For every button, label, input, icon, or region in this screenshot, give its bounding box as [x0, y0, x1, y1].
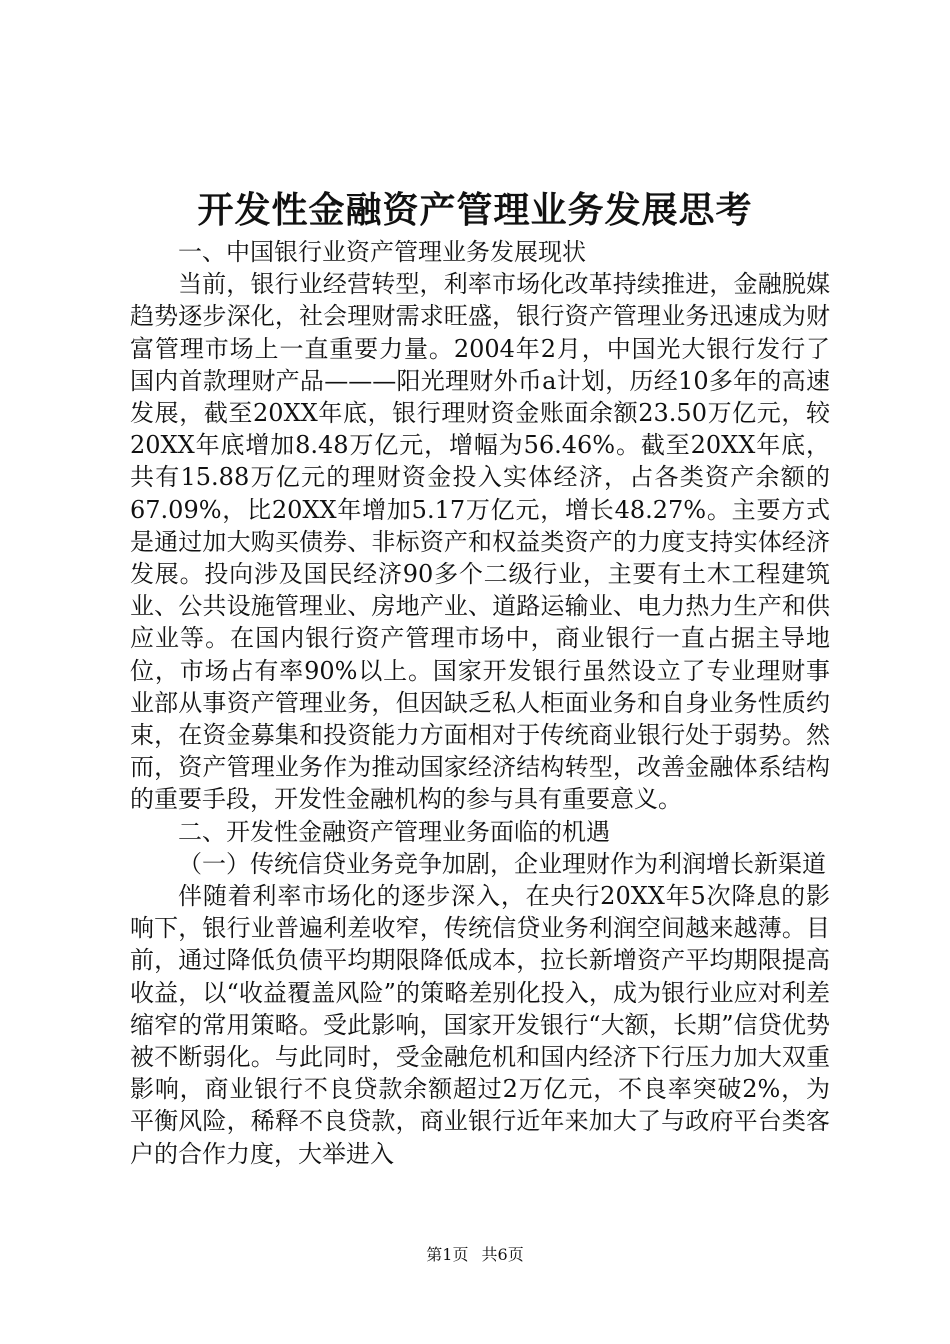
- subsection-heading-1: （一）传统信贷业务竞争加剧，企业理财作为利润增长新渠道: [178, 849, 826, 878]
- page-total: 共6页: [481, 1245, 524, 1264]
- page-title: 开发性金融资产管理业务发展思考: [197, 189, 753, 231]
- paragraph-2: 伴随着利率市场化的逐步深入，在央行20XX年5次降息的影响下，银行业普遍利差收窄，传统信贷业务利润空间越来越薄。目前，通过降低负债平均期限降低成本，拉长新增资产平均期限提高收益，以“收益覆盖风险”的策略差别化投入，成为银行业应对利差缩窄的常用策略。受此影响，国家开发银行“大额，长期”信贷优势被不断弱化。与此同时，受金融危机和国内经济下行压力加大双重影响，商业银行不良贷款余额超过2万亿元，不良率突破2%，为平衡风险，稀释不良贷款，商业银行近年来加大了与政府平台类客户的合作力度，大举进入: [130, 882, 830, 1168]
- section-heading-1: 一、中国银行业资产管理业务发展现状: [178, 238, 586, 266]
- page-number: 第1页: [426, 1245, 469, 1264]
- document-body: [130, 236, 830, 1170]
- paragraph-1: 当前，银行业经营转型，利率市场化改革持续推进，金融脱媒趋势逐步深化，社会理财需求旺盛，银行资产管理业务迅速成为财富管理市场上一直重要力量。2004年2月，中国光大银行发行了国内首款理财产品———阳光理财外币a计划，历经10多年的高速发展，截至20XX年底，银行理财资金账面余额23.50万亿元，较20XX年底增加8.48万亿元，增幅为56.46%。截至20XX年底，共有15.88万亿元的理财资金投入实体经济，占各类资产余额的67.09%，比20XX年增加5.17万亿元，增长48.27%。主要方式是通过加大购买债券、非标资产和权益类资产的力度支持实体经济发展。投向涉及国民经济90多个二级行业，主要有土木工程建筑业、公共设施管理业、房地产业、道路运输业、电力热力生产和供应业等。在国内银行资产管理市场中，商业银行一直占据主导地位，市场占有率90%以上。国家开发银行虽然设立了专业理财事业部从事资产管理业务，但因缺乏私人柜面业务和自身业务性质约束，在资金募集和投资能力方面相对于传统商业银行处于弱势。然而，资产管理业务作为推动国家经济结构转型，改善金融体系结构的重要手段，开发性金融机构的参与具有重要意义。: [130, 270, 830, 814]
- section-heading-2: 二、开发性金融资产管理业务面临的机遇: [178, 817, 610, 846]
- page-footer: [0, 1244, 950, 1266]
